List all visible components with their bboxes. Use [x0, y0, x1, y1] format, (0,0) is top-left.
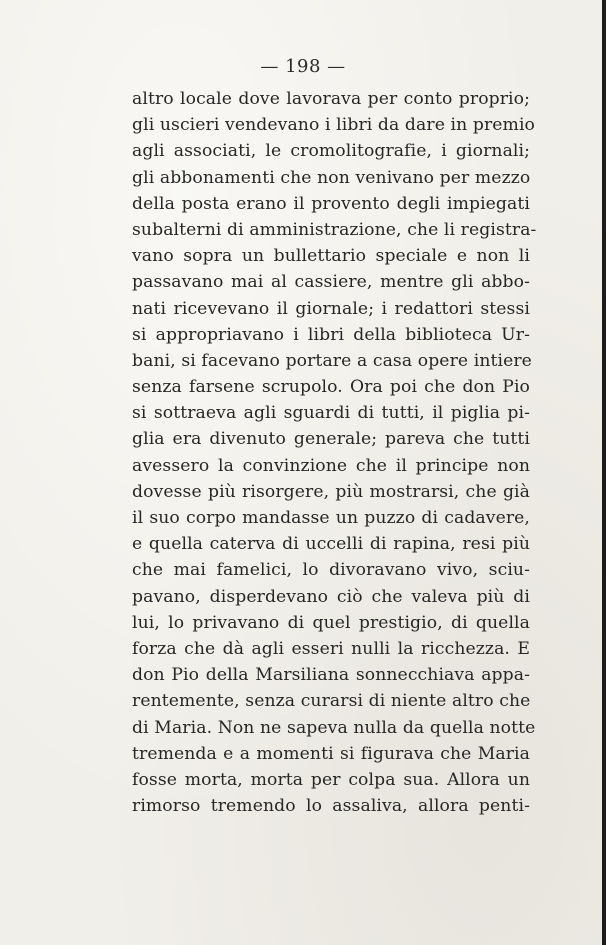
- text-line: pavano, disperdevano ciò che valeva più di: [132, 586, 530, 607]
- text-line: lui, lo privavano di quel prestigio, di quella: [132, 612, 530, 633]
- text-line: avessero la convinzione che il principe non: [132, 455, 530, 476]
- text-line: vano sopra un bullettario speciale e non li: [132, 246, 530, 267]
- text-line: che mai famelici, lo divoravano vivo, sciu-: [132, 560, 530, 581]
- page-number: — 198 —: [260, 56, 346, 77]
- text-line: agli associati, le cromolitografie, i giornali;: [132, 141, 530, 162]
- text-line: forza che dà agli esseri nulli la ricchezza. E: [132, 638, 530, 659]
- text-line: di Maria. Non ne sapeva nulla da quella notte: [132, 717, 536, 738]
- text-line: si sottraeva agli sguardi di tutti, il piglia pi-: [132, 403, 530, 424]
- text-line: nati ricevevano il giornale; i redattori stessi: [132, 298, 530, 319]
- text-line: tremenda e a momenti si figurava che Maria: [132, 743, 530, 764]
- text-line: della posta erano il provento degli impiegati: [132, 193, 530, 214]
- text-line: don Pio della Marsiliana sonnecchiava appa-: [132, 665, 530, 686]
- body-text: [132, 86, 537, 819]
- text-line: passavano mai al cassiere, mentre gli abbo-: [132, 272, 530, 293]
- text-line: gli abbonamenti che non venivano per mezzo: [132, 167, 531, 188]
- text-line: altro locale dove lavorava per conto proprio;: [132, 89, 530, 109]
- text-line: si appropriavano i libri della biblioteca Ur-: [132, 324, 530, 345]
- text-line: dovesse più risorgere, più mostrarsi, che già: [132, 481, 530, 502]
- text-line: e quella caterva di uccelli di rapina, resi più: [132, 534, 530, 555]
- text-line: rentemente, senza curarsi di niente altro che: [132, 691, 531, 712]
- text-line: bani, si facevano portare a casa opere intiere: [132, 350, 532, 371]
- text-line: rimorso tremendo lo assaliva, allora penti-: [132, 796, 530, 817]
- text-line: glia era divenuto generale; pareva che tutti: [132, 429, 530, 450]
- text-line: gli uscieri vendevano i libri da dare in premio: [132, 115, 535, 136]
- text-line: fosse morta, morta per colpa sua. Allora un: [132, 769, 530, 790]
- text-line: senza farsene scrupolo. Ora poi che don Pio: [132, 377, 530, 398]
- text-line: subalterni di amministrazione, che li registra-: [132, 219, 537, 240]
- text-line: il suo corpo mandasse un puzzo di cadavere,: [132, 508, 530, 528]
- page-edge-shadow: [602, 0, 606, 945]
